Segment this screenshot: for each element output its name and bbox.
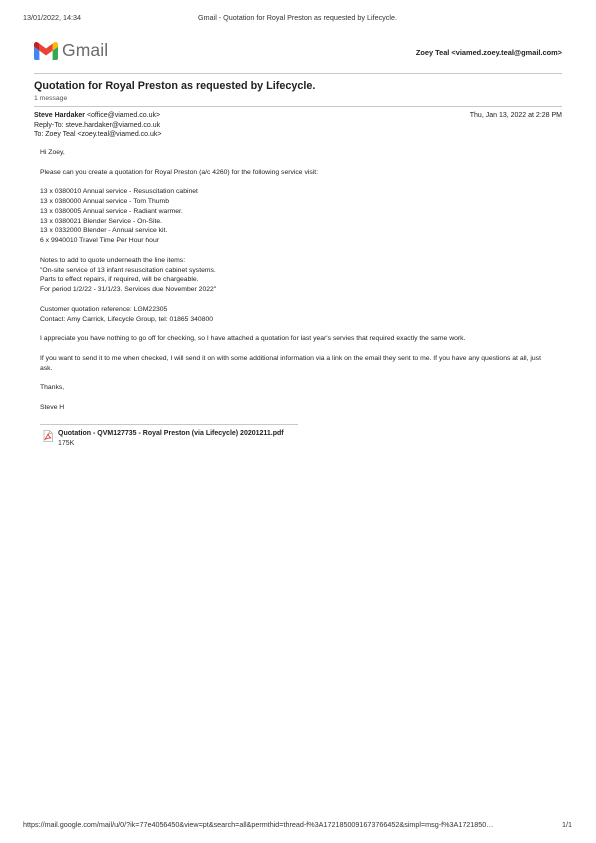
- sender-name: Steve Hardaker: [34, 112, 85, 119]
- customer-contact: Contact: Amy Carrick, Lifecycle Group, tel: 01865 340800: [40, 315, 214, 323]
- gmail-m-icon: [34, 42, 58, 60]
- body-greeting: Hi Zoey,: [40, 149, 65, 156]
- sent-date: Thu, Jan 13, 2022 at 2:28 PM: [469, 112, 562, 119]
- line-item: 13 x 0380010 Annual service - Resuscitation cabinet: [40, 188, 198, 196]
- attachment-size: 175K: [58, 439, 75, 447]
- body-signature: Steve H: [40, 403, 65, 411]
- pdf-file-icon: [43, 430, 53, 442]
- body-request: Please can you create a quotation for Royal Preston (a/c 4260) for the following service visit:: [40, 168, 319, 176]
- notes-line: Parts to effect repairs, if required, will be chargeable.: [40, 276, 199, 284]
- gmail-wordmark: Gmail: [62, 40, 109, 60]
- recipient-line: To: Zoey Teal <zoey.teal@viamed.co.uk>: [34, 131, 162, 138]
- notes-line: Notes to add to quote underneath the line items:: [40, 256, 186, 264]
- subject-divider: [34, 106, 562, 107]
- sender-email[interactable]: <office@viamed.co.uk>: [86, 112, 161, 119]
- print-url: https://mail.google.com/mail/u/0/?ik=77e4056450&view=pt&search=all&permthid=thread-f%3A1721850091673766452&simpl=msg-f%3A1721850…: [23, 820, 494, 829]
- line-item: 6 x 9940010 Travel Time Per Hour hour: [40, 237, 160, 245]
- body-paragraph: I appreciate you have nothing to go off for checking, so I have attached a quotation for last year's servies that required exactly the same work.: [40, 335, 466, 343]
- attachment-divider: [40, 424, 298, 425]
- notes-line: For period 1/2/22 - 31/1/23. Services due November 2022": [40, 286, 217, 294]
- body-thanks: Thanks,: [40, 384, 65, 392]
- reply-to-line: Reply-To: steve.hardaker@viamed.co.uk: [34, 121, 161, 129]
- print-header: [23, 13, 572, 25]
- line-item: 13 x 0380000 Annual service - Tom Thumb: [40, 197, 169, 205]
- line-item: 13 x 0380021 Blender Service - On-Site.: [40, 217, 163, 225]
- sender-line: [34, 111, 160, 121]
- body-paragraph: If you want to send it to me when checked, I will send it on with some additional information via a link on the email they sent to me. If you have any questions at all, just ask.: [40, 354, 541, 372]
- page-number: 1/1: [562, 820, 572, 829]
- header-divider: [34, 73, 562, 74]
- line-item: 13 x 0380005 Annual service - Radiant warmer.: [40, 207, 183, 215]
- line-item: 13 x 0332000 Blender - Annual service kit.: [40, 227, 168, 235]
- message-count: 1 message: [34, 95, 68, 102]
- print-title: Gmail - Quotation for Royal Preston as requested by Lifecycle.: [198, 13, 397, 22]
- message-body: [40, 148, 550, 413]
- account-identity: Zoey Teal <viamed.zoey.teal@gmail.com>: [415, 48, 562, 57]
- print-datetime: 13/01/2022, 14:34: [23, 13, 81, 22]
- customer-reference: Customer quotation reference: LGM22305: [40, 305, 168, 313]
- print-footer: [23, 820, 572, 832]
- gmail-logo[interactable]: [34, 40, 108, 61]
- thread-subject: Quotation for Royal Preston as requested by Lifecycle.: [34, 80, 316, 92]
- attachment[interactable]: [43, 429, 284, 448]
- attachment-filename[interactable]: Quotation - QVM127735 - Royal Preston (via Lifecycle) 20201211.pdf: [58, 430, 284, 437]
- notes-line: "On-site service of 13 infant resuscitation cabinet systems.: [40, 266, 216, 274]
- gmail-header-bar: [34, 40, 562, 64]
